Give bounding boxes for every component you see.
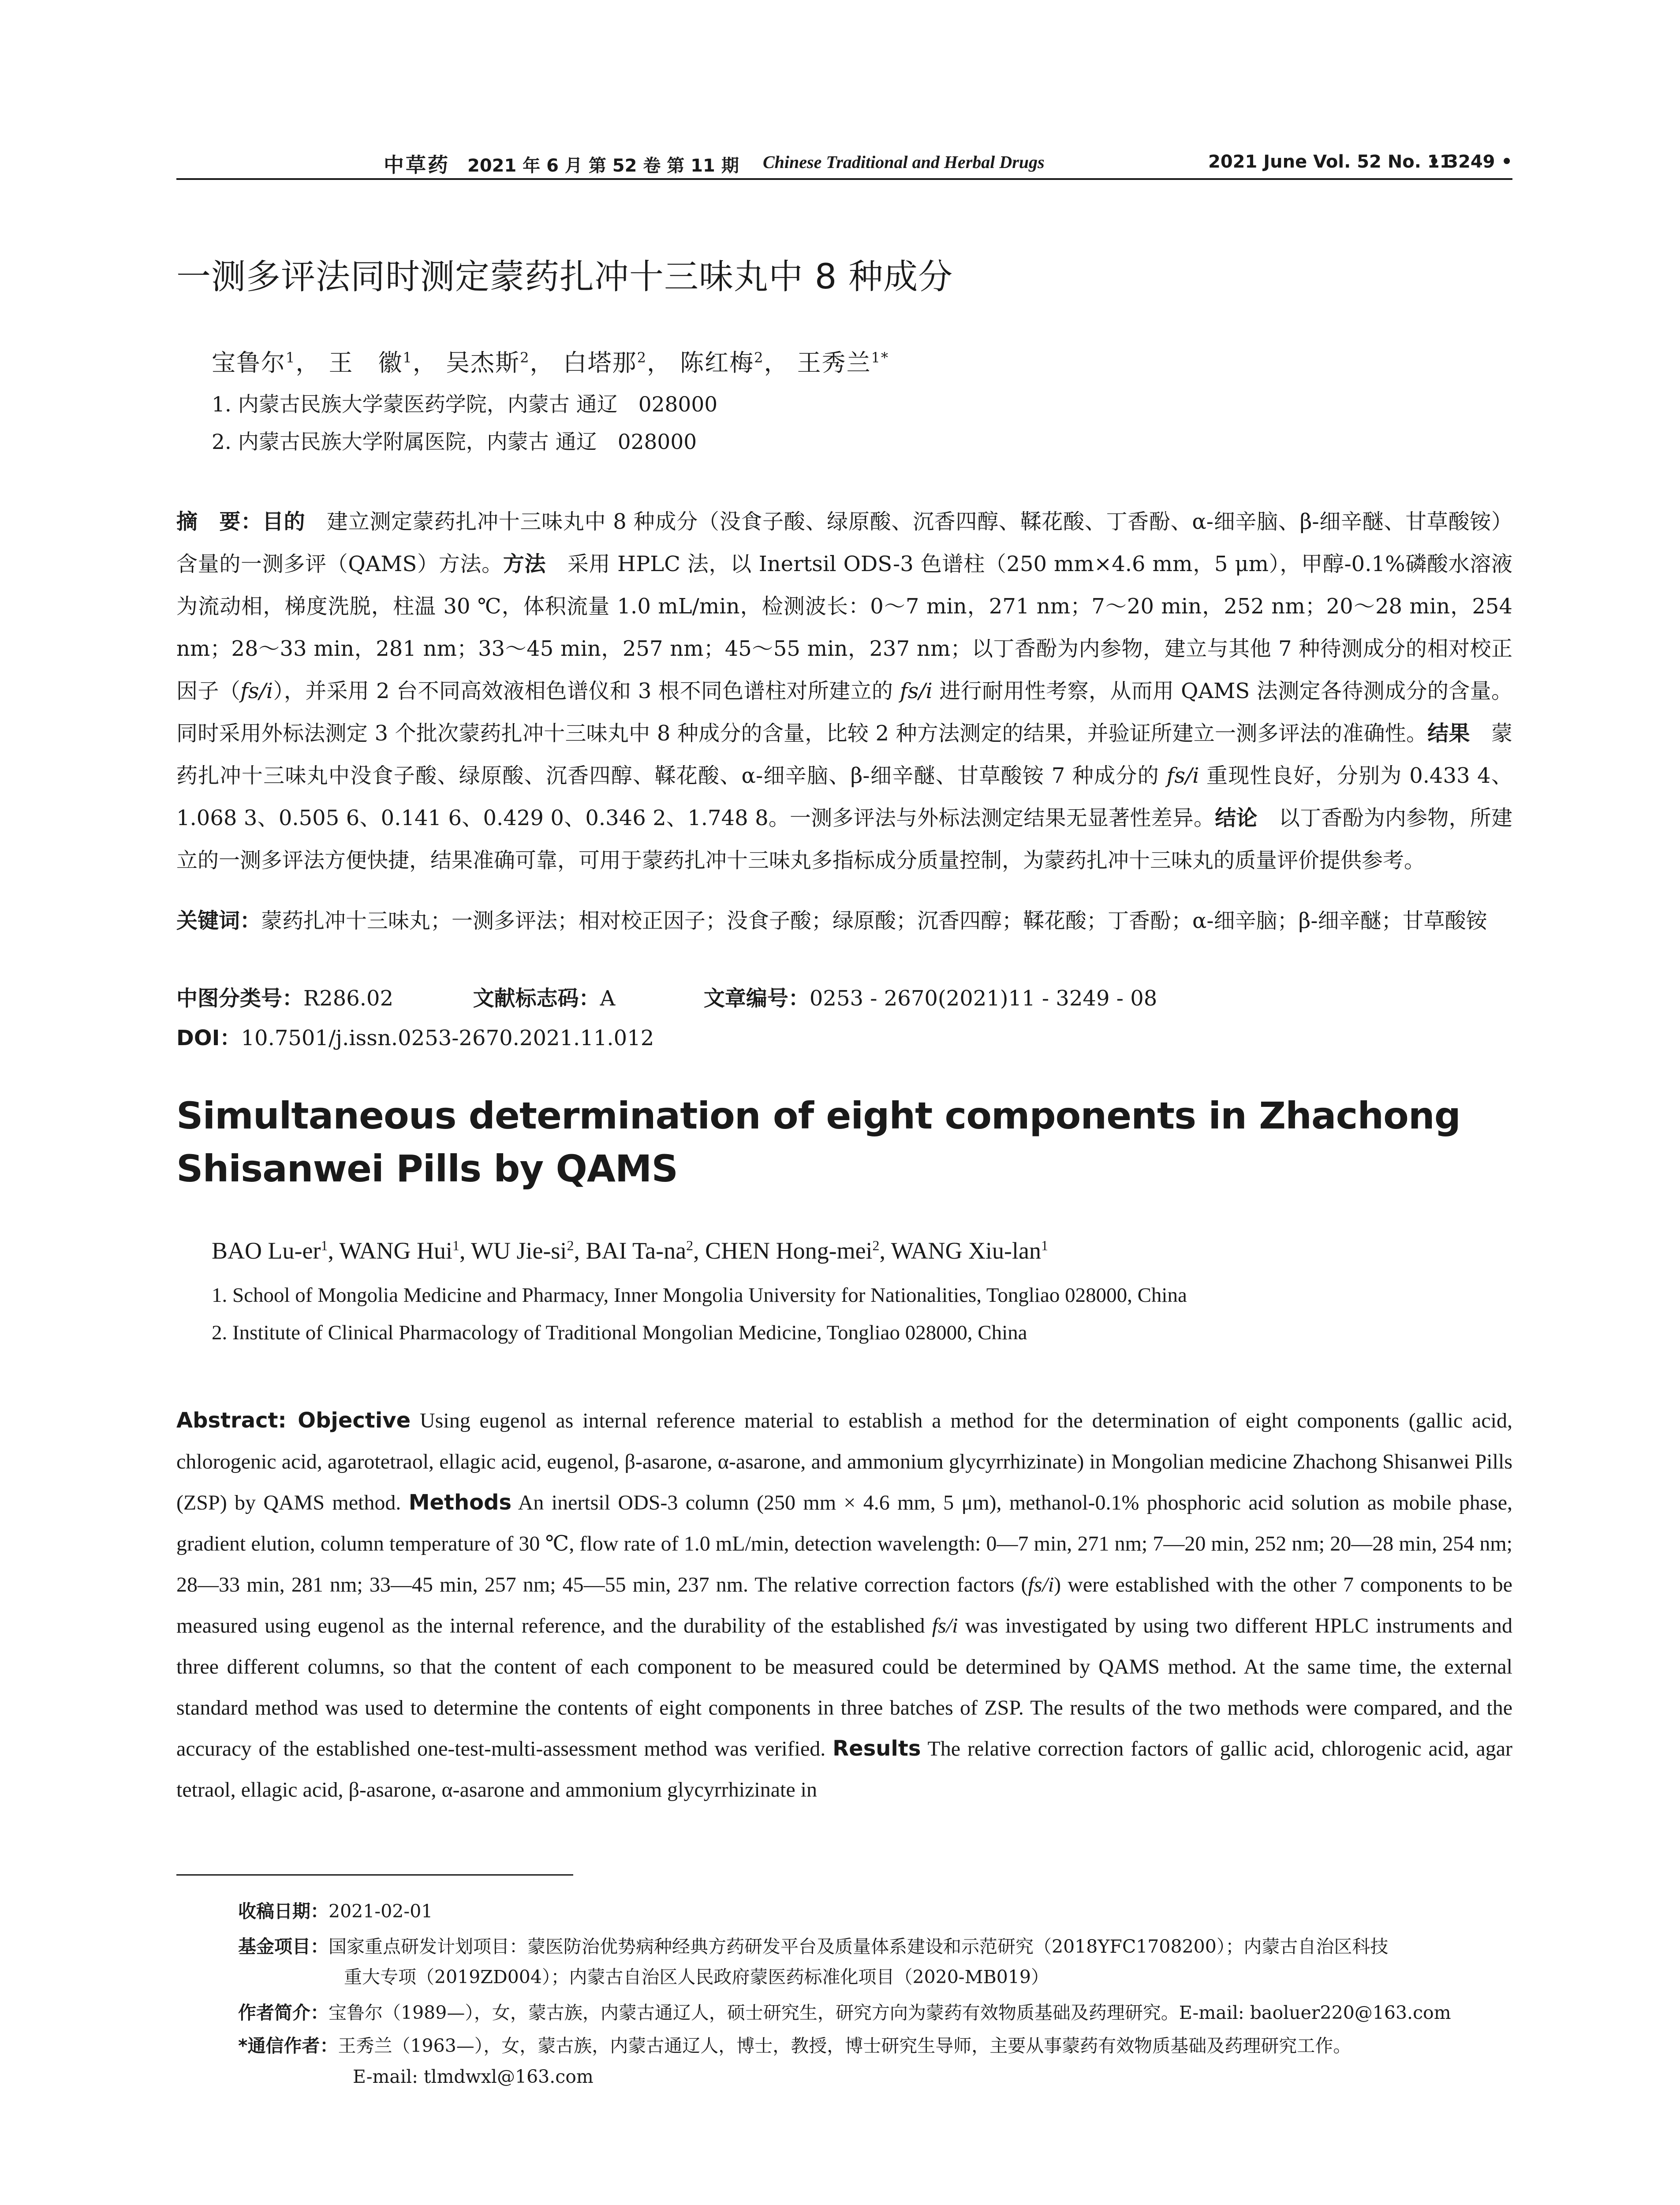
footnote-fund: 基金项目：国家重点研发计划项目：蒙医防治优势病种经典方药研发平台及质量体系建设和示范研究（2018YFC1708200）；内蒙古自治区科技 bbox=[238, 1936, 1389, 1957]
author-cn: 陈红梅 bbox=[680, 349, 754, 377]
author-cn: 吴杰斯 bbox=[446, 349, 520, 377]
footnote-fund-cont: 重大专项（2019ZD004）；内蒙古自治区人民政府蒙医药标准化项目（2020-MB019） bbox=[344, 1966, 1049, 1988]
doi-link[interactable]: 10.7501/j.issn.0253-2670.2021.11.012 bbox=[241, 1026, 654, 1050]
footnote-author-bio: 作者简介：宝鲁尔（1989—），女，蒙古族，内蒙古通辽人，硕士研究生，研究方向为蒙药有效物质基础及药理研究。E-mail: baoluer220@163.com bbox=[238, 2002, 1451, 2023]
journal-name-cn: 中草药 bbox=[384, 153, 450, 177]
author-cn: 宝鲁尔 bbox=[212, 349, 286, 377]
abstract-cn: 摘 要：目的 建立测定蒙药扎冲十三味丸中 8 种成分（没食子酸、绿原酸、沉香四醇、鞣花酸、丁香酚、α-细辛脑、β-细辛醚、甘草酸铵）含量的一测多评（QAMS）方法。方法 采用 HPLC 法，以 Inertsil ODS-3 色谱柱（250 mm×4.6 mm，5 μm），甲醇-0.1%磷酸水溶液为流动相，梯度洗脱，柱温 30 ℃，体积流量 1.0 mL/min，检测波长：0～7 min，271 nm；7～20 min，252 nm；20～28 min，254 nm；28～33 min，281 nm；33～45 min，257 nm；45～55 min，237 nm；以丁香酚为内参物，建立与其他 7 种待测成分的相对校正因子（fs/i），并采用 2 台不同高效液相色谱仪和 3 根不同色谱柱对所建立的 fs/i 进行耐用性考察，从而用 QAMS 法测定各待测成分的含量。同时采用外标法测定 3 个批次蒙药扎冲十三味丸中 8 种成分的含量，比较 2 种方法测定的结果，并验证所建立一测多评法的准确性。结果 蒙药扎冲十三味丸中没食子酸、绿原酸、沉香四醇、鞣花酸、α-细辛脑、β-细辛醚、甘草酸铵 7 种成分的 fs/i 重现性良好，分别为 0.433 4、1.068 3、0.505 6、0.141 6、0.429 0、0.346 2、1.748 8。一测多评法与外标法测定结果无显著性差异。结论 以丁香酚为内参物，所建立的一测多评法方便快捷，结果准确可靠，可用于蒙药扎冲十三味丸多指标成分质量控制，为蒙药扎冲十三味丸的质量评价提供参考。 bbox=[176, 509, 1513, 873]
journal-name-en: Chinese Traditional and Herbal Drugs bbox=[763, 152, 1045, 172]
objective-text: 建立测定蒙药扎冲十三味丸中 8 种成分（没食子酸、绿原酸、沉香四醇、鞣花酸、丁香酚、α-细辛脑、β-细辛醚、甘草酸铵）含量的一测多评（QAMS）方法。 bbox=[176, 509, 1512, 576]
author-cn: 王秀兰 bbox=[797, 349, 871, 377]
keywords-cn: 关键词：蒙药扎冲十三味丸；一测多评法；相对校正因子；没食子酸；绿原酸；沉香四醇；鞣花酸；丁香酚；α-细辛脑；β-细辛醚；甘草酸铵 bbox=[176, 908, 1487, 933]
conclusion-label: 结论 bbox=[1215, 806, 1258, 830]
authors-en: BAO $Lu-er^1$, WANG Hui$^1$, WU Jie-$si^2$, BAI $Ta-na^2$, CHEN Hong-mei$^2$, WANG Xiu-lan$^1$ bbox=[212, 1237, 1049, 1264]
affiliation-en: 2. Institute of Clinical Pharmacology of Traditional Mongolian Medicine, Tongliao 028000, China bbox=[212, 1321, 1027, 1344]
author-cn: 王 徽 bbox=[329, 349, 403, 377]
document-code: A bbox=[600, 986, 616, 1011]
abstract-label: 摘 要： bbox=[176, 509, 262, 534]
affiliation-cn: 1. 内蒙古民族大学蒙医药学院，内蒙古 通辽 028000 bbox=[212, 392, 718, 417]
page-number: • 3249 • bbox=[1428, 152, 1512, 172]
doi-line: DOI：10.7501/j.issn.0253-2670.2021.11.012 bbox=[176, 1026, 654, 1050]
methods-en-label: Methods bbox=[408, 1490, 512, 1515]
footnote-corresponding: *通信作者：王秀兰（1963—），女，蒙古族，内蒙古通辽人，博士，教授，博士研究生导师，主要从事蒙药有效物质基础及药理研究工作。 bbox=[238, 2035, 1351, 2056]
footnote-received: 收稿日期：2021-02-01 bbox=[238, 1901, 433, 1922]
classification-line: 中图分类号：R286.02 文献标志码：A 文章编号：0253 - 2670(2021)11 - 3249 - 08 bbox=[176, 986, 1157, 1011]
author-cn: 白塔那 bbox=[563, 349, 637, 377]
abstract-en-label: Abstract: Objective bbox=[176, 1408, 411, 1433]
title-en: Simultaneous determination of eight components in Zhachong Shisanwei Pills by QAMS bbox=[176, 1094, 1460, 1190]
methods-label: 方法 bbox=[503, 552, 546, 576]
header-rule bbox=[176, 178, 1512, 180]
results-label: 结果 bbox=[1427, 721, 1470, 746]
clc-number: R286.02 bbox=[303, 986, 394, 1011]
title-cn: 一测多评法同时测定蒙药扎冲十三味丸中 8 种成分 bbox=[176, 257, 953, 297]
running-header bbox=[176, 146, 1512, 181]
corresponding-email[interactable]: E-mail: tlmdwxl@163.com bbox=[353, 2066, 594, 2087]
issue-info-en: 2021 June Vol. 52 No. 11 bbox=[1208, 152, 1452, 172]
authors-cn: 宝鲁尔$^1$， 王 徽$^1$， 吴杰斯$^2$， 白塔那$^2$， 陈红梅$^2$， 王秀兰$^{1*}$ bbox=[212, 349, 889, 377]
article-number: 0253 - 2670(2021)11 - 3249 - 08 bbox=[809, 986, 1157, 1011]
affiliation-en: 1. School of Mongolia Medicine and Pharmacy, Inner Mongolia University for Nationalities, Tongliao 028000, China bbox=[212, 1284, 1187, 1307]
issue-info-cn: 2021 年 6 月 第 52 卷 第 11 期 bbox=[467, 156, 739, 176]
affiliation-cn: 2. 内蒙古民族大学附属医院，内蒙古 通辽 028000 bbox=[212, 430, 697, 454]
abstract-en: Abstract: Objective Using eugenol as internal reference material to establish a method for the determination of eight components (gallic acid, chlorogenic acid, agarotetraol, ellagic acid, eugenol, β-asarone, α-asarone, and ammonium glycyrrhizinate) in Mongolian medicine Zhachong Shisanwei Pills (ZSP) by QAMS method. Methods An inertsil ODS-3 column (250 mm × 4.6 mm, 5 μm), methanol-0.1% phosphoric acid solution as mobile phase, gradient elution, column temperature of 30 ℃, flow rate of 1.0 mL/min, detection wavelength: 0—7 min, 271 nm; 7—20 min, 252 nm; 20—28 min, 254 nm; 28—33 min, 281 nm; 33—45 min, 257 nm; 45—55 min, 237 nm. The relative correction factors (fs/i) were established with the other 7 components to be measured using eugenol as the internal reference, and the durability of the established fs/i was investigated by using two different HPLC instruments and three different columns, so that the content of each component to be measured could be determined by QAMS method. At the same time, the external standard method was used to determine the contents of eight components in three batches of ZSP. The results of the two methods were compared, and the accuracy of the established one-test-multi-assessment method was verified. Results The relative correction factors of gallic acid, chlorogenic acid, agar tetraol, ellagic acid, β-asarone, α-asarone and ammonium glycyrrhizinate in bbox=[176, 1408, 1513, 1801]
footnote-rule bbox=[176, 1874, 573, 1876]
objective-label: 目的 bbox=[262, 509, 306, 534]
results-en-label: Results bbox=[833, 1736, 921, 1761]
